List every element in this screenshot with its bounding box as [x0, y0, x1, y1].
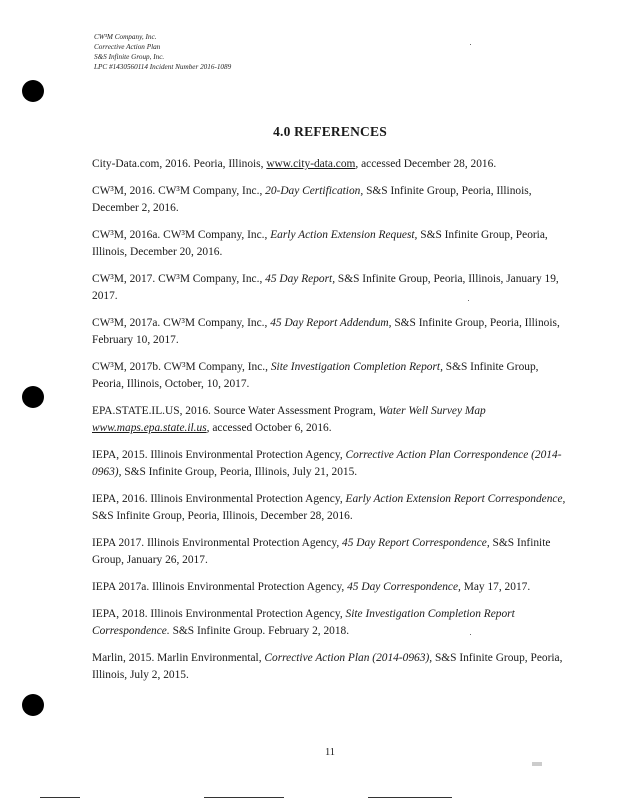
bottom-edge-line	[368, 797, 452, 798]
punch-hole-top	[22, 80, 44, 102]
header-client: S&S Infinite Group, Inc.	[94, 53, 165, 61]
header-incident: LPC #1430560114 Incident Number 2016-1089	[94, 63, 232, 71]
page-number: 11	[324, 747, 336, 758]
punch-hole-middle	[22, 386, 44, 408]
scan-speck	[468, 300, 469, 301]
bottom-edge-line	[204, 797, 284, 798]
section-title: 4.0 REFERENCES	[273, 124, 387, 139]
reference-item: IEPA 2017a. Illinois Environmental Protection Agency, 45 Day Correspondence, May 17, 2017.	[92, 581, 531, 593]
reference-item: City-Data.com, 2016. Peoria, Illinois, www.city-data.com, accessed December 28, 2016.	[92, 158, 497, 170]
reference-item: CW³M, 2017a. CW³M Company, Inc., 45 Day Report Addendum, S&S Infinite Group, Peoria, Illinois, February 10, 2017.	[92, 317, 560, 346]
reference-item: IEPA 2017. Illinois Environmental Protection Agency, 45 Day Report Correspondence, S&S Infinite Group, January 26, 2017.	[92, 537, 551, 566]
bottom-edge-line	[40, 797, 80, 798]
reference-item: IEPA, 2016. Illinois Environmental Protection Agency, Early Action Extension Report Correspondence, S&S Infinite Group, Peoria, Illinois, December 28, 2016.	[92, 493, 566, 522]
punch-hole-bottom	[22, 694, 44, 716]
reference-item: CW³M, 2017b. CW³M Company, Inc., Site Investigation Completion Report, S&S Infinite Group, Peoria, Illinois, October, 10, 2017.	[92, 361, 539, 390]
reference-item: CW³M, 2017. CW³M Company, Inc., 45 Day Report, S&S Infinite Group, Peoria, Illinois, January 19, 2017.	[92, 273, 559, 302]
reference-item: CW³M, 2016. CW³M Company, Inc., 20-Day Certification, S&S Infinite Group, Peoria, Illinois, December 2, 2016.	[92, 185, 532, 214]
reference-item: CW³M, 2016a. CW³M Company, Inc., Early Action Extension Request, S&S Infinite Group, Peoria, Illinois, December 20, 2016.	[92, 229, 548, 258]
scan-smudge	[532, 762, 542, 766]
references-list	[92, 156, 570, 694]
scan-speck	[470, 634, 471, 635]
reference-item: Marlin, 2015. Marlin Environmental, Corrective Action Plan (2014-0963), S&S Infinite Group, Peoria, Illinois, July 2, 2015.	[92, 652, 563, 681]
scan-speck	[470, 44, 471, 45]
reference-item: IEPA, 2018. Illinois Environmental Protection Agency, Site Investigation Completion Report Correspondence. S&S Infinite Group. February 2, 2018.	[92, 608, 515, 637]
reference-item: IEPA, 2015. Illinois Environmental Protection Agency, Corrective Action Plan Correspondence (2014-0963), S&S Infinite Group, Peoria, Illinois, July 21, 2015.	[92, 449, 562, 478]
header-company: CW³M Company, Inc.	[94, 33, 157, 41]
document-header	[94, 32, 231, 72]
reference-item: EPA.STATE.IL.US, 2016. Source Water Assessment Program, Water Well Survey Map www.maps.epa.state.il.us, accessed October 6, 2016.	[92, 405, 486, 434]
reference-link[interactable]: www.city-data.com	[266, 158, 356, 170]
reference-link[interactable]: www.maps.epa.state.il.us	[92, 422, 207, 434]
header-plan: Corrective Action Plan	[94, 43, 161, 51]
